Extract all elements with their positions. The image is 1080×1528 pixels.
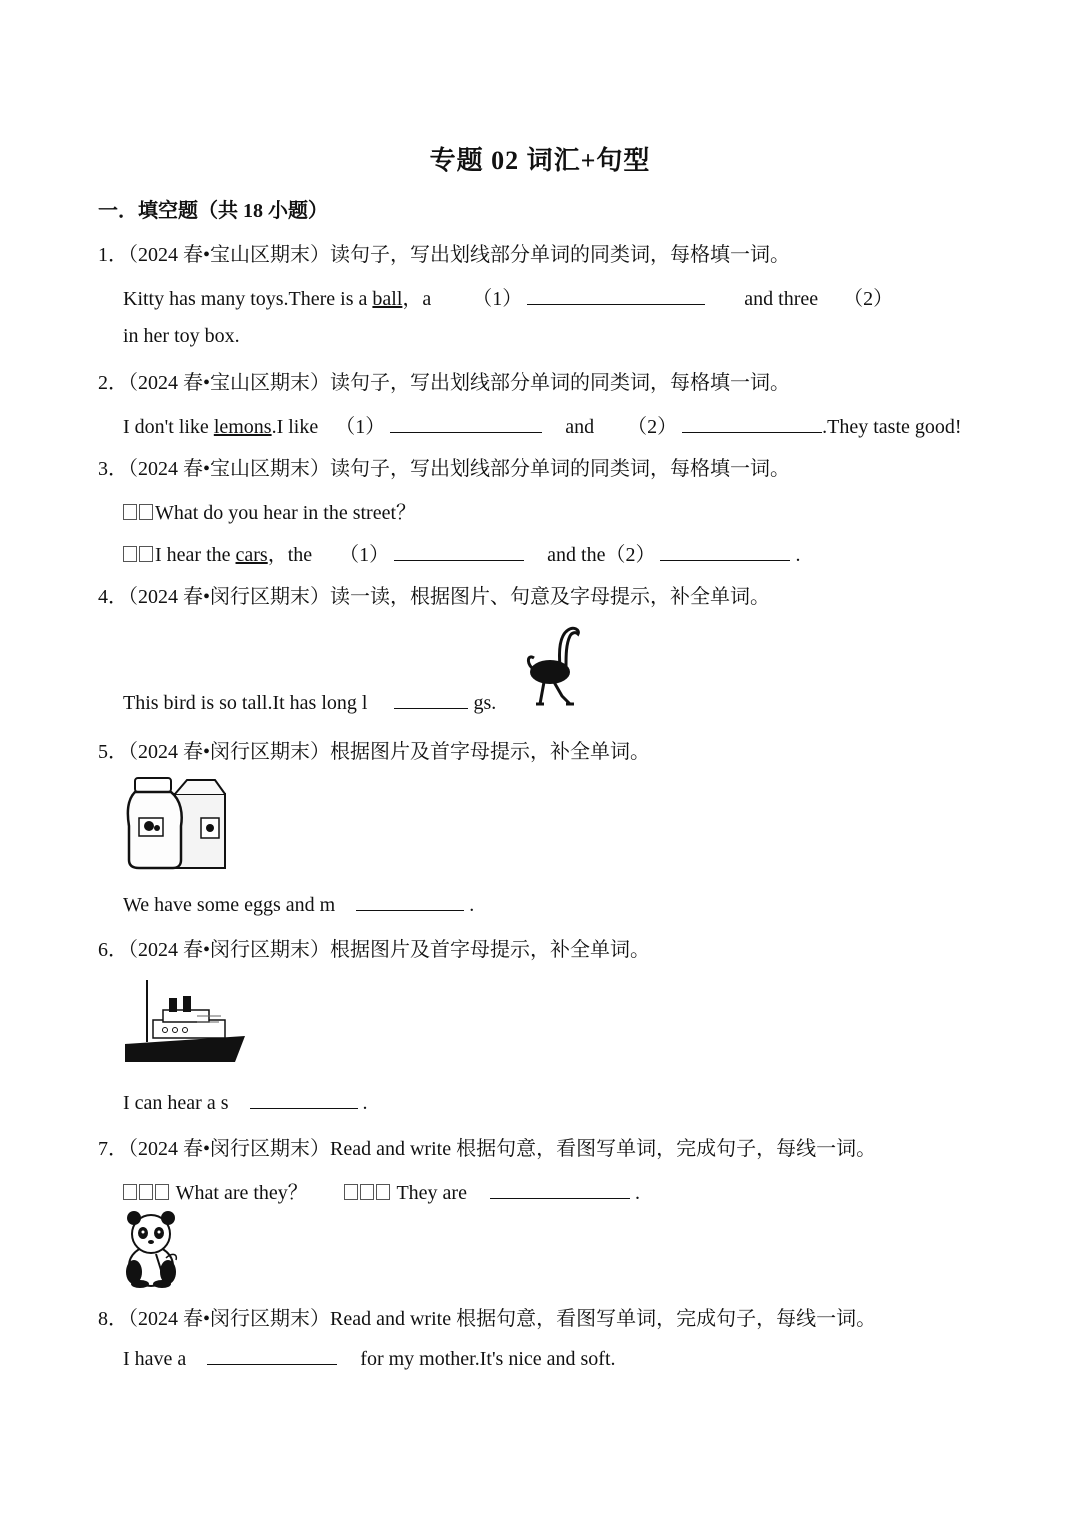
section-heading: 一．填空题（共 18 小题）: [98, 200, 328, 222]
underlined-word: ball: [372, 288, 403, 310]
question-7-sentence: What are they？ They are .: [123, 1176, 640, 1205]
question-4-sentence: This bird is so tall.It has long l gs.: [123, 692, 497, 714]
missing-glyph-box: [139, 546, 153, 562]
answer-blank-1[interactable]: [390, 414, 542, 433]
question-1-sentence-end: in her toy box.: [123, 325, 240, 347]
question-5-sentence: We have some eggs and m .: [123, 894, 475, 916]
answer-blank-1[interactable]: [394, 542, 524, 561]
question-7-heading: 7．（2024 春•闵行区期末）Read and write 根据句意，看图写单词，完成句子，每线一词。: [98, 1138, 877, 1160]
missing-glyph-box: [360, 1184, 374, 1200]
answer-blank-2[interactable]: [682, 414, 822, 433]
answer-blank-1[interactable]: [527, 286, 705, 305]
underlined-word: lemons: [213, 416, 272, 438]
question-3-line-2: I hear the cars，the （1） and the（2） .: [123, 538, 800, 567]
question-6-heading: 6．（2024 春•闵行区期末）根据图片及首字母提示，补全单词。: [98, 939, 651, 961]
answer-blank-2[interactable]: [660, 542, 790, 561]
question-1-heading: 1．（2024 春•宝山区期末）读句子，写出划线部分单词的同类词，每格填一词。: [98, 244, 791, 266]
question-5-heading: 5．（2024 春•闵行区期末）根据图片及首字母提示，补全单词。: [98, 741, 651, 763]
missing-glyph-box: [376, 1184, 390, 1200]
question-3-line-1: What do you hear in the street？: [123, 496, 416, 525]
page-title: 专题 02 词汇+句型: [429, 146, 651, 175]
answer-blank[interactable]: [490, 1180, 630, 1199]
question-2-sentence: I don't like lemons.I like （1） and （2） .They taste good!: [123, 416, 962, 438]
missing-glyph-box: [139, 1184, 153, 1200]
milk-picture: [125, 774, 229, 872]
missing-glyph-box: [139, 504, 153, 520]
question-3-heading: 3．（2024 春•宝山区期末）读句子，写出划线部分单词的同类词，每格填一词。: [98, 458, 791, 480]
answer-blank[interactable]: [394, 690, 468, 709]
question-8-sentence: I have a for my mother.It's nice and soft.: [123, 1348, 616, 1370]
question-4-heading: 4．（2024 春•闵行区期末）读一读，根据图片、句意及字母提示，补全单词。: [98, 586, 771, 608]
question-1-sentence: Kitty has many toys.There is a ball，a （1） and three （2）: [123, 288, 894, 310]
missing-glyph-box: [123, 504, 137, 520]
underlined-word: cars: [235, 544, 268, 566]
panda-picture: [120, 1210, 182, 1288]
question-6-sentence: I can hear a s .: [123, 1092, 368, 1114]
ship-picture: [123, 976, 247, 1066]
missing-glyph-box: [123, 546, 137, 562]
missing-glyph-box: [155, 1184, 169, 1200]
missing-glyph-box: [123, 1184, 137, 1200]
answer-blank[interactable]: [207, 1346, 337, 1365]
ostrich-picture: [522, 624, 584, 706]
answer-blank[interactable]: [356, 892, 464, 911]
question-8-heading: 8．（2024 春•闵行区期末）Read and write 根据句意，看图写单词，完成句子，每线一词。: [98, 1308, 877, 1330]
missing-glyph-box: [344, 1184, 358, 1200]
answer-blank[interactable]: [250, 1090, 358, 1109]
question-2-heading: 2．（2024 春•宝山区期末）读句子，写出划线部分单词的同类词，每格填一词。: [98, 372, 791, 394]
